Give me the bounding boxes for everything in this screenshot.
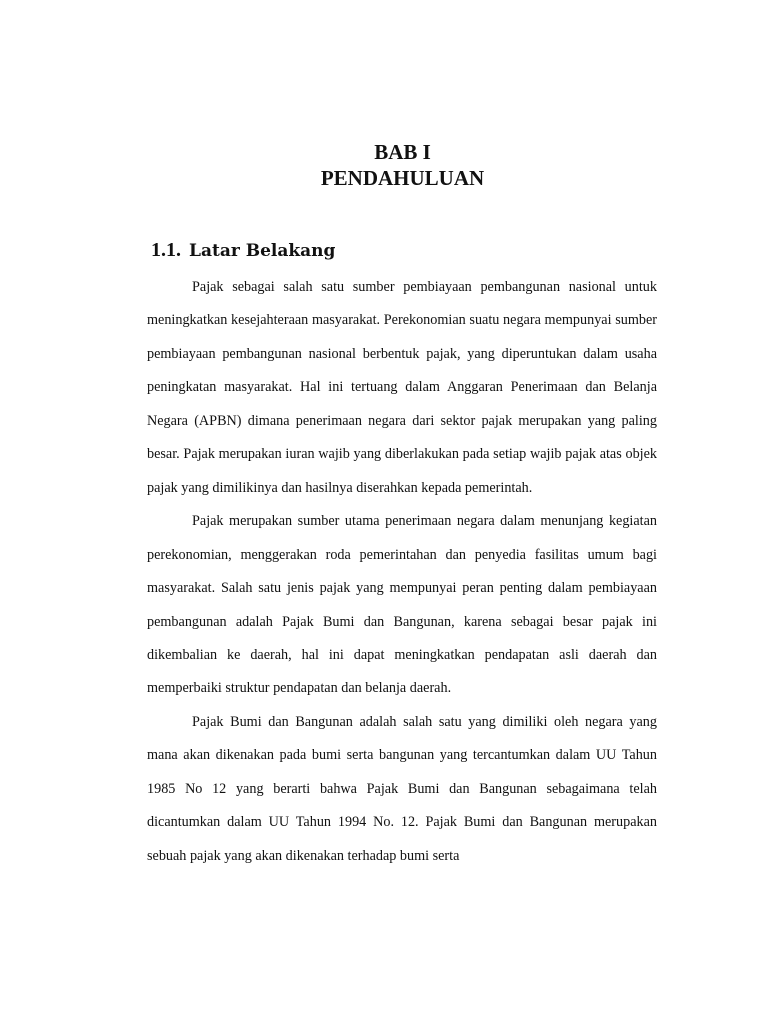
section-number: 1.1. <box>151 239 181 261</box>
section-title: Latar Belakang <box>189 241 336 261</box>
paragraph-1: Pajak sebagai salah satu sumber pembiayaan pembangunan nasional untuk meningkatkan kesejahteraan masyarakat. Perekonomian suatu negara mempunyai sumber pembiayaan pembangunan nasional berbentuk pajak, yang diperuntukan dalam usaha peningkatan masyarakat. Hal ini tertuang dalam Anggaran Penerimaan dan Belanja Negara (APBN) dimana penerimaan negara dari sektor pajak merupakan yang paling besar. Pajak merupakan iuran wajib yang diberlakukan pada setiap wajib pajak atas objek pajak yang dimilikinya dan hasilnya diserahkan kepada pemerintah. <box>147 279 657 496</box>
chapter-number: BAB I <box>374 140 431 164</box>
paragraph-3: Pajak Bumi dan Bangunan adalah salah satu yang dimiliki oleh negara yang mana akan dikenakan pada bumi serta bangunan yang tercantumkan dalam UU Tahun 1985 No 12 yang berarti bahwa Pajak Bumi dan Bangunan sebagaimana telah dicantumkan dalam UU Tahun 1994 No. 12. Pajak Bumi dan Bangunan merupakan sebuah pajak yang akan dikenakan terhadap bumi serta <box>147 713 657 864</box>
section-heading <box>151 239 335 262</box>
paragraph-2: Pajak merupakan sumber utama penerimaan negara dalam menunjang kegiatan perekonomian, menggerakan roda pemerintahan dan penyedia fasilitas umum bagi masyarakat. Salah satu jenis pajak yang mempunyai peran penting dalam pembiayaan pembangunan adalah Pajak Bumi dan Bangunan, karena sebagai besar pajak ini dikembalian ke daerah, hal ini dapat meningkatkan pendapatan asli daerah dan memperbaiki struktur pendapatan dan belanja daerah. <box>147 513 657 697</box>
chapter-title: PENDAHULUAN <box>320 166 485 190</box>
body-text <box>147 271 657 873</box>
